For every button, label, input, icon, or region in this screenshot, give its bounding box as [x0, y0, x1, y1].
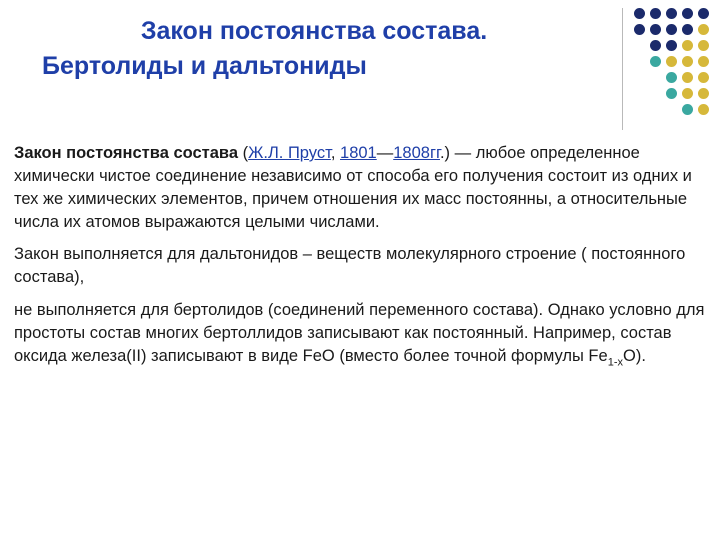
decoration-dot [682, 8, 693, 19]
berthollides-text-part1: не выполняется для бертолидов (соединений переменного состава). Однако условно для простоты состав многих бертоллидов записывают как постоянный. Например, состав оксида железа(II) записывают в виде Fe [14, 300, 705, 365]
decoration-dot [682, 40, 693, 51]
title-divider [622, 8, 623, 130]
dot-grid-decoration [634, 8, 720, 120]
decoration-dot [666, 56, 677, 67]
page-title [24, 14, 604, 83]
decoration-dot [682, 24, 693, 35]
decoration-dot [634, 24, 645, 35]
decoration-dot [666, 88, 677, 99]
year-dash: — [376, 144, 394, 162]
decoration-dot [698, 8, 709, 19]
paragraph-berthollides [14, 299, 708, 371]
decoration-dot [682, 72, 693, 83]
link-proust[interactable]: Ж.Л. Пруст [248, 144, 331, 162]
decoration-dot [666, 24, 677, 35]
berthollides-text-part3: O). [622, 346, 646, 365]
berthollides-text-part2: O (вместо более точной формулы Fe [321, 346, 608, 365]
paren-close: .) — [439, 144, 476, 162]
slide-body [14, 142, 708, 376]
decoration-dot [666, 40, 677, 51]
formula-subscript: 1-x [607, 356, 623, 369]
decoration-dot [698, 88, 709, 99]
decoration-dot [698, 104, 709, 115]
decoration-dot [650, 8, 661, 19]
definition-text: любое определенное химически чистое соединение независимо от способа его получения состоит из одних и тех же химических элементов, причем отношения их масс постоянны, а относительные числа их атомов выражаются целыми числами. [14, 144, 692, 232]
decoration-dot [650, 40, 661, 51]
paren-open: ( [238, 144, 249, 162]
decoration-dot [682, 88, 693, 99]
decoration-dot [650, 56, 661, 67]
decoration-dot [698, 56, 709, 67]
decoration-dot [682, 104, 693, 115]
comma-sep: , [330, 144, 341, 162]
decoration-dot [666, 72, 677, 83]
link-year-1808[interactable]: 1808гг [393, 144, 440, 162]
decoration-dot [698, 72, 709, 83]
decoration-dot [650, 24, 661, 35]
decoration-dot [698, 24, 709, 35]
decoration-dot [634, 8, 645, 19]
decoration-dot [666, 8, 677, 19]
law-term: Закон постоянства состава [14, 144, 239, 162]
decoration-dot [698, 40, 709, 51]
title-line-2: Бертолиды и дальтониды [42, 51, 367, 80]
link-year-1801[interactable]: 1801 [340, 144, 377, 162]
paragraph-definition [14, 142, 708, 234]
paragraph-daltonides: Закон выполняется для дальтонидов – веществ молекулярного строение ( постоянного состава), [14, 245, 686, 287]
title-line-1: Закон постоянства состава. [140, 17, 488, 45]
decoration-dot [682, 56, 693, 67]
